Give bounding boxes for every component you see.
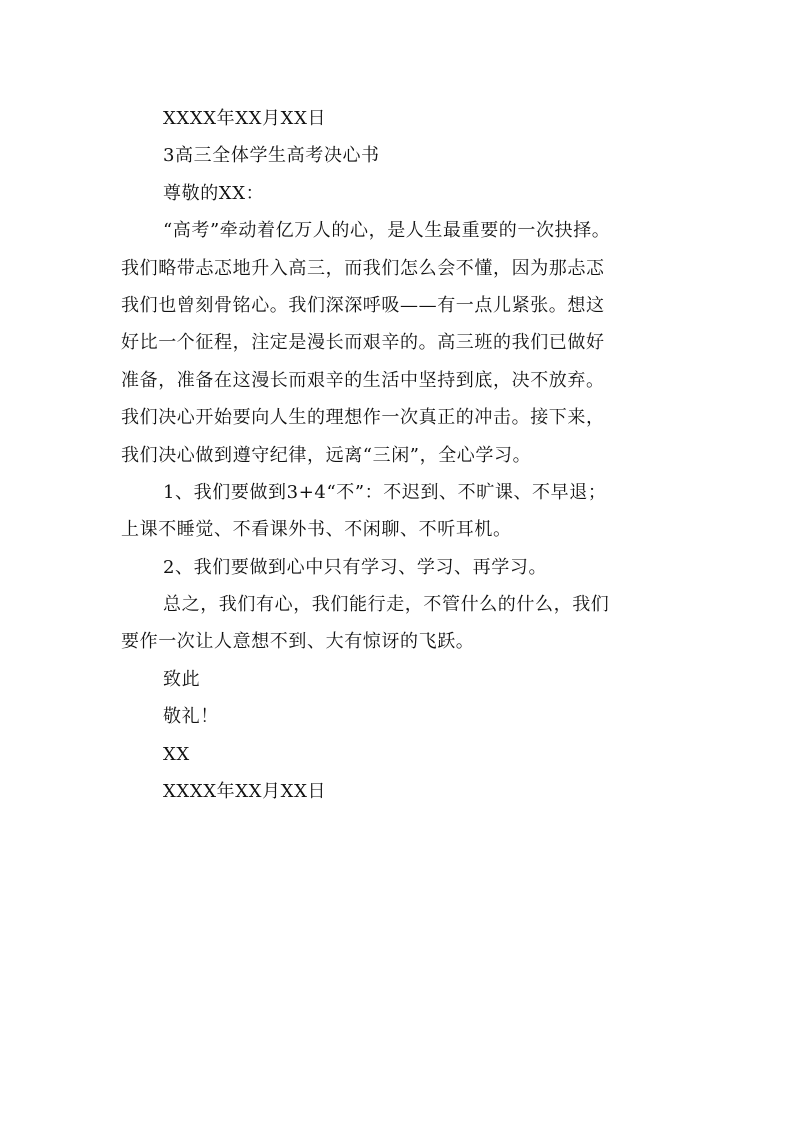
body-line: 准备，准备在这漫长而艰辛的生活中坚持到底，决不放弃。 xyxy=(121,369,605,391)
letter-body xyxy=(121,100,681,810)
conclusion-line: 总之，我们有心，我们能行走，不管什么的什么，我们 xyxy=(163,594,610,616)
salutation: 尊敬的XX： xyxy=(163,182,265,204)
conclusion-line: 要作一次让人意想不到、大有惊讶的飞跃。 xyxy=(121,631,475,653)
letter-title: 3高三全体学生高考决心书 xyxy=(163,145,380,167)
body-line: 我们决心做到遵守纪律，远离“三闲”，全心学习。 xyxy=(121,444,532,466)
body-line: “高考”牵动着亿万人的心，是人生最重要的一次抉择。 xyxy=(163,220,611,242)
point-one-line: 上课不睡觉、不看课外书、不闲聊、不听耳机。 xyxy=(121,519,512,541)
closing: 致此 xyxy=(163,668,201,690)
body-line: 我们决心开始要向人生的理想作一次真正的冲击。接下来， xyxy=(121,407,605,429)
date-bottom: XXXX年XX月XX日 xyxy=(163,781,327,803)
body-line: 我们也曾刻骨铭心。我们深深呼吸——有一点儿紧张。想这 xyxy=(121,294,605,316)
point-one-line: 1、我们要做到3+4“不”：不迟到、不旷课、不早退； xyxy=(163,481,607,503)
body-line: 好比一个征程，注定是漫长而艰辛的。高三班的我们已做好 xyxy=(121,332,605,354)
date-top: XXXX年XX月XX日 xyxy=(163,108,327,129)
regards: 敬礼！ xyxy=(163,706,219,728)
body-line: 我们略带忐忑地升入高三，而我们怎么会不懂，因为那忐忑 xyxy=(121,257,605,279)
point-two: 2、我们要做到心中只有学习、学习、再学习。 xyxy=(163,556,548,578)
signature: XX xyxy=(163,743,190,765)
